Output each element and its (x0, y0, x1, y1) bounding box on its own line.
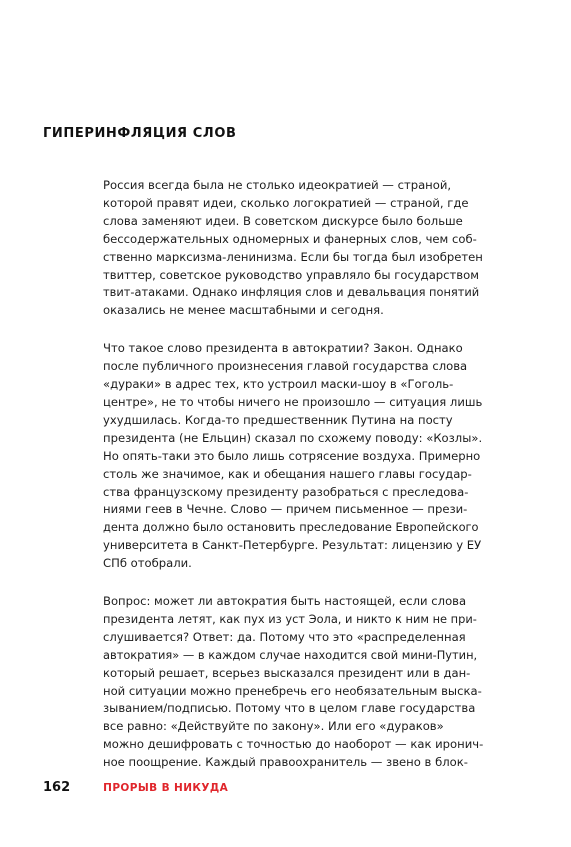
text-line: ниями геев в Чечне. Слово — причем письменное — прези- (103, 502, 468, 517)
paragraph (103, 340, 483, 573)
text-line: автократия» — в каждом случае находится свой мини-Путин, (103, 647, 478, 662)
paragraph (103, 177, 483, 320)
text-line: Вопрос: может ли автократия быть настоящей, если слова (103, 594, 467, 609)
text-line: Но опять-таки это было лишь сотрясение воздуха. Примерно (103, 448, 481, 463)
text-line: СПб отобрали. (103, 556, 192, 571)
text-line: дента должно было остановить преследование Европейского (103, 520, 479, 535)
text-line: Что такое слово президента в автократии? Закон. Однако (103, 341, 463, 356)
text-line: ное поощрение. Каждый правоохранитель — звено в блок- (103, 755, 468, 770)
chapter-title: ГИПЕРИНФЛЯЦИЯ СЛОВ (43, 126, 237, 141)
text-line: зыванием/подписью. Потому что в целом главе государства (103, 701, 476, 716)
text-line: твиттер, советское руководство управляло бы государством (103, 267, 479, 282)
text-line: ухудшилась. Когда-то предшественник Путина на посту (103, 412, 453, 427)
text-line: можно дешифровать с точностью до наоборот — как иронич- (103, 737, 484, 752)
paragraph (103, 593, 483, 772)
text-line: после публичного произнесения главой государства слова (103, 359, 468, 374)
text-line: оказались не менее масштабными и сегодня. (103, 303, 384, 318)
text-line: центре», не то чтобы ничего не произошло — ситуация лишь (103, 394, 483, 409)
page-footer (43, 780, 228, 795)
text-line: университета в Санкт-Петербурге. Результат: лицензию у ЕУ (103, 538, 482, 553)
text-line: бессодержательных одномерных и фанерных слов, чем соб- (103, 231, 477, 246)
text-line: твит-атаками. Однако инфляция слов и девальвация понятий (103, 285, 480, 300)
text-line: президента летят, как пух из уст Эола, и никто к ним не при- (103, 611, 477, 626)
text-line: ной ситуации можно пренебречь его необязательным выска- (103, 683, 482, 698)
text-line: слова заменяют идеи. В советском дискурсе было больше (103, 213, 463, 228)
text-line: которой правят идеи, сколько логократией — страной, где (103, 195, 469, 210)
body-text (103, 177, 483, 792)
text-line: Россия всегда была не столько идеократией — страной, (103, 178, 452, 192)
text-line: ственно марксизма-ленинизма. Если бы тогда был изобретен (103, 249, 483, 264)
running-title: ПРОРЫВ В НИКУДА (103, 782, 229, 794)
text-line: «дураки» в адрес тех, кто устроил маски-шоу в «Гоголь- (103, 377, 454, 392)
text-line: президента (не Ельцин) сказал по схожему поводу: «Козлы». (103, 430, 483, 445)
text-line: ства французскому президенту разобраться с преследова- (103, 484, 469, 499)
page-number: 162 (43, 780, 71, 795)
text-line: столь же значимое, как и обещания нашего главы государ- (103, 466, 472, 481)
text-line: который решает, всерьез высказался президент или в дан- (103, 665, 471, 680)
text-line: все равно: «Действуйте по закону». Или его «дураков» (103, 719, 444, 734)
text-line: слушивается? Ответ: да. Потому что это «распределенная (103, 629, 466, 644)
